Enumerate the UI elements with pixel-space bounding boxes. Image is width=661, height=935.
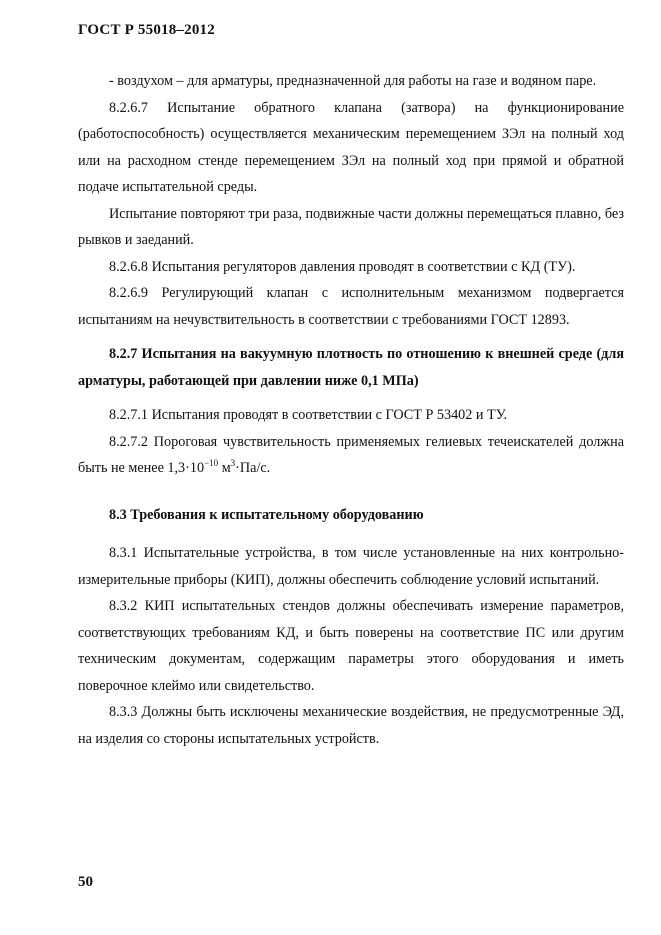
paragraph-8-3-3: 8.3.3 Должны быть исключены механические воздействия, не предусмотренные ЭД, на изделия со стороны испытательных устройств. xyxy=(78,704,624,747)
exponent: −10 xyxy=(204,458,219,468)
paragraph-repeat: Испытание повторяют три раза, подвижные части должны перемещаться плавно, без рывков и заеданий. xyxy=(78,205,624,248)
paragraph-8-2-6-7: 8.2.6.7 Испытание обратного клапана (затвора) на функционирование (работоспособность) осуществляется механическим перемещением ЗЭл на полный ход или на расходном стенде перемещением ЗЭл на полный ход при прямой и обратной подаче испытательной среды. xyxy=(78,99,624,195)
unit-rest: ·Па/с. xyxy=(235,460,271,476)
page-number: 50 xyxy=(78,874,93,890)
paragraph-8-2-6-9: 8.2.6.9 Регулирующий клапан с исполнительным механизмом подвергается испытаниям на нечувствительность в соответствии с требованиями ГОСТ 12893. xyxy=(78,285,624,328)
paragraph-8-3-2: 8.3.2 КИП испытательных стендов должны обеспечивать измерение параметров, соответствующих требованиям КД, и быть поверены на соответствие ПС или другим техническим документам, содержащим параметры этого оборудования и иметь поверочное клеймо или свидетельство. xyxy=(78,598,624,694)
paragraph-8-3-1: 8.3.1 Испытательные устройства, в том числе установленные на них контрольно-измерительные приборы (КИП), должны обеспечить соблюдение условий испытаний. xyxy=(78,545,624,588)
unit-exponent: 3 xyxy=(230,458,236,468)
paragraph-8-2-7-1: 8.2.7.1 Испытания проводят в соответствии с ГОСТ Р 53402 и ТУ. xyxy=(109,407,507,423)
paragraph-8-2-7-2 xyxy=(78,429,624,482)
heading-8-3: 8.3 Требования к испытательному оборудованию xyxy=(109,506,424,523)
page-content xyxy=(78,68,624,752)
sensitivity-text: 8.2.7.2 Пороговая чувствительность применяемых гелиевых течеискателей должна быть не менее 1,3·10 xyxy=(78,433,624,476)
unit-text: м xyxy=(218,460,231,476)
document-header: ГОСТ Р 55018–2012 xyxy=(78,22,215,38)
paragraph-air: - воздухом – для арматуры, предназначенной для работы на газе и водяном паре. xyxy=(109,73,597,89)
heading-8-2-7: 8.2.7 Испытания на вакуумную плотность по отношению к внешней среде (для арматуры, работающей при давлении ниже 0,1 МПа) xyxy=(78,346,624,389)
paragraph-8-2-6-8: 8.2.6.8 Испытания регуляторов давления проводят в соответствии с КД (ТУ). xyxy=(109,258,576,275)
